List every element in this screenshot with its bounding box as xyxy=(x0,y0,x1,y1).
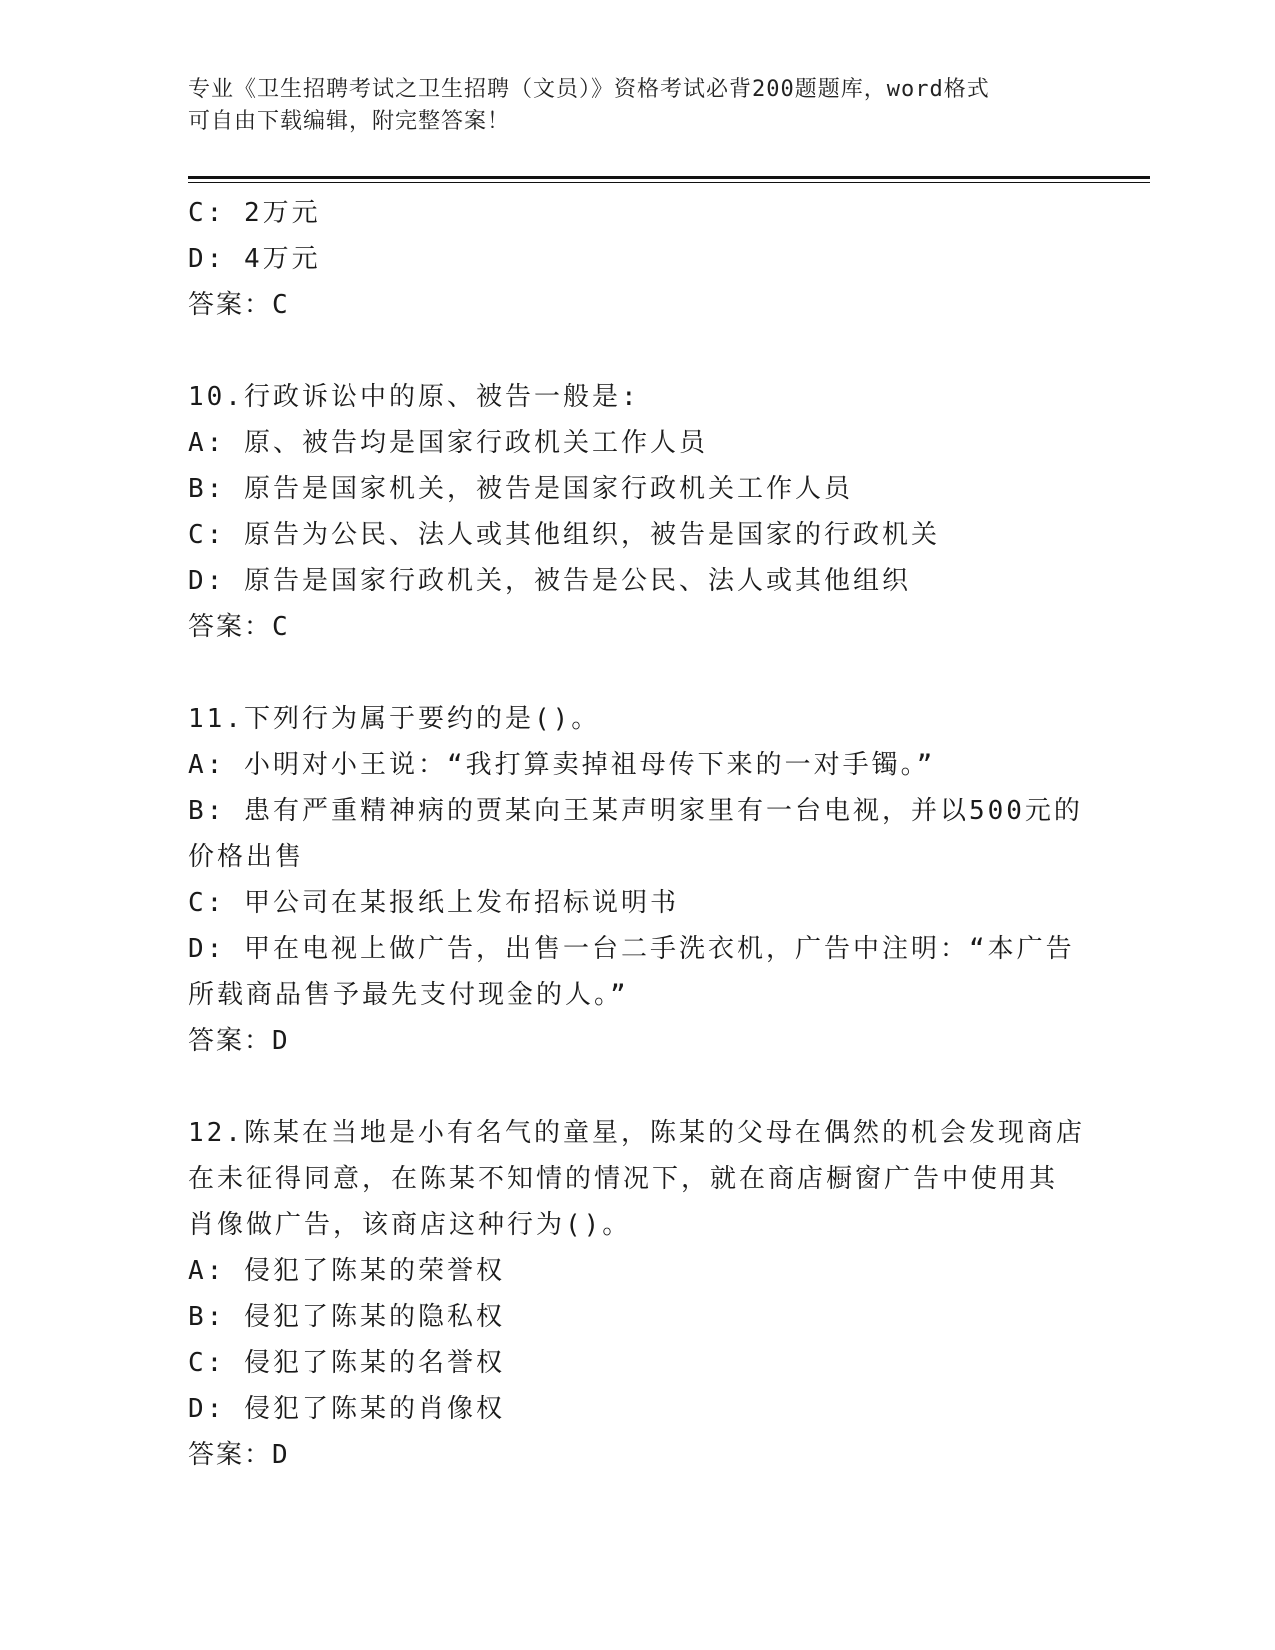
question-12 xyxy=(188,1110,1088,1478)
option-d: D: 原告是国家行政机关，被告是公民、法人或其他组织 xyxy=(188,566,911,596)
answer-line: 答案：C xyxy=(188,290,290,320)
question-stem-line-2: 在未征得同意，在陈某不知情的情况下，就在商店橱窗广告中使用其 xyxy=(188,1164,1059,1194)
question-11 xyxy=(188,696,1088,1064)
question-stem-line-3: 肖像做广告，该商店这种行为()。 xyxy=(188,1210,632,1240)
spacer xyxy=(188,1064,1088,1110)
option-c: C: 甲公司在某报纸上发布招标说明书 xyxy=(188,888,679,918)
header-divider-thin xyxy=(188,182,1150,183)
answer-line: 答案：D xyxy=(188,1026,290,1056)
question-stem-line-1: 12.陈某在当地是小有名气的童星，陈某的父母在偶然的机会发现商店 xyxy=(188,1118,1085,1148)
header-line-2: 可自由下载编辑，附完整答案！ xyxy=(188,109,511,134)
option-c: C: 原告为公民、法人或其他组织，被告是国家的行政机关 xyxy=(188,520,940,550)
question-10 xyxy=(188,374,1088,650)
option-b: B: 原告是国家机关，被告是国家行政机关工作人员 xyxy=(188,474,853,504)
question-stem: 10.行政诉讼中的原、被告一般是: xyxy=(188,382,640,412)
option-b-line-1: B: 患有严重精神病的贾某向王某声明家里有一台电视，并以500元的 xyxy=(188,796,1083,826)
option-c: C: 2万元 xyxy=(188,198,321,228)
option-b-line-2: 价格出售 xyxy=(188,842,305,872)
header-divider-thick xyxy=(188,176,1150,179)
answer-line: 答案：D xyxy=(188,1440,290,1470)
spacer xyxy=(188,328,1088,374)
question-list xyxy=(188,190,1088,1478)
header-line-1: 专业《卫生招聘考试之卫生招聘（文员）》资格考试必背200题题库，word格式 xyxy=(188,77,990,102)
option-a: A: 原、被告均是国家行政机关工作人员 xyxy=(188,428,708,458)
page-header xyxy=(188,74,1068,138)
spacer xyxy=(188,650,1088,696)
option-d: D: 4万元 xyxy=(188,244,321,274)
option-a: A: 侵犯了陈某的荣誉权 xyxy=(188,1256,505,1286)
option-b: B: 侵犯了陈某的隐私权 xyxy=(188,1302,505,1332)
question-9-tail xyxy=(188,190,1088,328)
option-d: D: 侵犯了陈某的肖像权 xyxy=(188,1394,505,1424)
option-d-line-1: D: 甲在电视上做广告，出售一台二手洗衣机，广告中注明：“本广告 xyxy=(188,934,1075,964)
option-a: A: 小明对小王说：“我打算卖掉祖母传下来的一对手镯。” xyxy=(188,750,936,780)
option-d-line-2: 所载商品售予最先支付现金的人。” xyxy=(188,980,629,1010)
option-c: C: 侵犯了陈某的名誉权 xyxy=(188,1348,505,1378)
question-stem: 11.下列行为属于要约的是()。 xyxy=(188,704,601,734)
answer-line: 答案：C xyxy=(188,612,290,642)
